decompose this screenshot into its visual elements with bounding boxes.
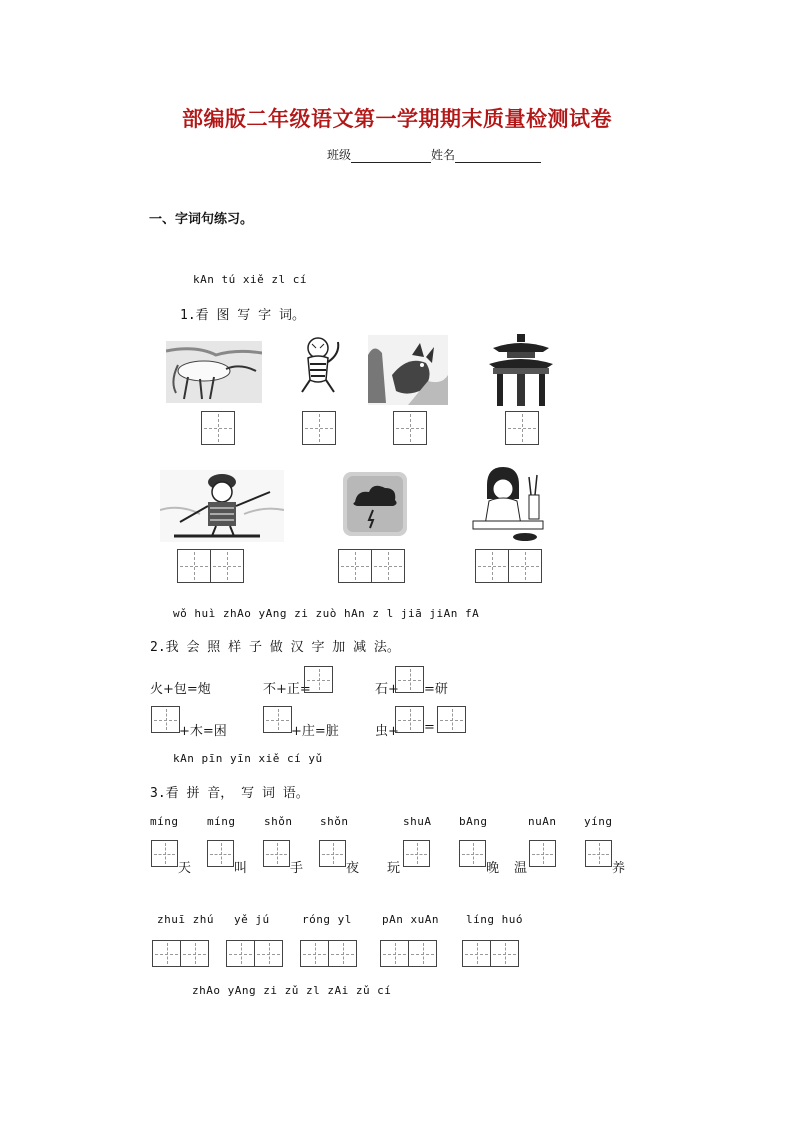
q3-row2-pinyin-3: róng yl [302,913,352,926]
skier-picture [160,470,284,542]
q3-label: 3.看 拼 音， 写 词 语。 [150,786,309,801]
q3-row1-char-5: 玩 [387,861,401,876]
q3-row1-pinyin-2: míng [207,815,236,828]
q2-item-d-text: +木=困 [179,724,227,739]
q2-item-f-eq: = [424,720,435,735]
q1-pinyin: kAn tú xiě zl cí [193,273,307,286]
q1-answer-box-4[interactable] [505,411,539,445]
q2-box-c[interactable] [395,666,424,693]
class-blank[interactable] [351,150,431,163]
q2-pinyin: wǒ huì zhAo yAng zi zuò hAn z l jiā jiAn fA [173,607,480,620]
q2-item-b-text: 不+正= [263,682,311,697]
q3-row1-char-8: 养 [612,861,626,876]
q3-row1-box-3[interactable] [263,840,290,867]
q3-row2-pinyin-1: zhuī zhú [157,913,214,926]
q3-pinyin: kAn pīn yīn xiě cí yǔ [173,752,323,765]
q3-row1-pinyin-1: míng [150,815,179,828]
q2-box-g[interactable] [437,706,466,733]
page-title: 部编版二年级语文第一学期期末质量检测试卷 [182,106,612,131]
q1-answer-box-1[interactable] [201,411,235,445]
q2-item-c-suffix: =研 [424,682,448,697]
q3-row1-char-3: 手 [290,861,304,876]
q3-row1-char-2: 叫 [234,861,248,876]
q3-row1-pinyin-5: shuA [403,815,432,828]
q2-box-d[interactable] [151,706,180,733]
name-blank[interactable] [455,150,541,163]
q3-row2-box-1[interactable] [152,940,209,967]
q2-item-e-text: +庄=脏 [291,724,339,739]
q3-row2-pinyin-5: líng huó [466,913,523,926]
q3-row1-pinyin-7: nuAn [528,815,557,828]
q3-row1-pinyin-3: shǒn [264,815,293,828]
q1-label: 1.看 图 写 字 词。 [180,308,305,323]
q2-example: 火+包=炮 [150,682,211,697]
q3-row1-box-6[interactable] [459,840,486,867]
q3-row1-char-4: 夜 [346,861,360,876]
q2-item-f-prefix: 虫+ [375,724,399,739]
q3-row2-box-2[interactable] [226,940,283,967]
q3-row2-pinyin-2: yě jú [234,913,270,926]
q3-row1-box-8[interactable] [585,840,612,867]
q2-label: 2.我 会 照 样 子 做 汉 字 加 减 法。 [150,640,400,655]
q3-row1-box-4[interactable] [319,840,346,867]
class-label: 班级 [327,148,352,162]
name-label: 姓名 [431,148,456,162]
q3-row1-box-7[interactable] [529,840,556,867]
q1-answer-box-5[interactable] [177,549,244,583]
q3-row2-box-5[interactable] [462,940,519,967]
q2-item-c-prefix: 石+ [375,682,399,697]
q3-row1-pinyin-4: shǒn [320,815,349,828]
q1-answer-box-6[interactable] [338,549,405,583]
q3-row1-char-1: 天 [178,861,192,876]
pavilion-picture [487,334,555,406]
q2-box-f[interactable] [395,706,424,733]
thunderstorm-picture [343,472,407,536]
q2-box-e[interactable] [263,706,292,733]
section-heading: 一、字词句练习。 [149,212,254,227]
horse-picture [166,341,262,403]
q2-box-b[interactable] [304,666,333,693]
q3-row2-box-4[interactable] [380,940,437,967]
student-info [327,146,541,163]
q3-row1-box-2[interactable] [207,840,234,867]
q1-answer-box-2[interactable] [302,411,336,445]
wolf-picture [368,335,448,405]
q3-row1-pinyin-6: bAng [459,815,488,828]
q3-row2-box-3[interactable] [300,940,357,967]
q3-row1-char-6: 晚 [486,861,500,876]
child-writing-picture [469,465,547,541]
q3-row1-box-1[interactable] [151,840,178,867]
q3-row1-char-7: 温 [514,861,528,876]
q4-pinyin: zhAo yAng zi zǔ zl zAi zǔ cí [192,984,392,997]
q3-row2-pinyin-4: pAn xuAn [382,913,439,926]
q3-row1-box-5[interactable] [403,840,430,867]
q1-answer-box-3[interactable] [393,411,427,445]
q1-answer-box-7[interactable] [475,549,542,583]
q3-row1-pinyin-8: yíng [584,815,613,828]
tiger-picture [292,334,344,396]
